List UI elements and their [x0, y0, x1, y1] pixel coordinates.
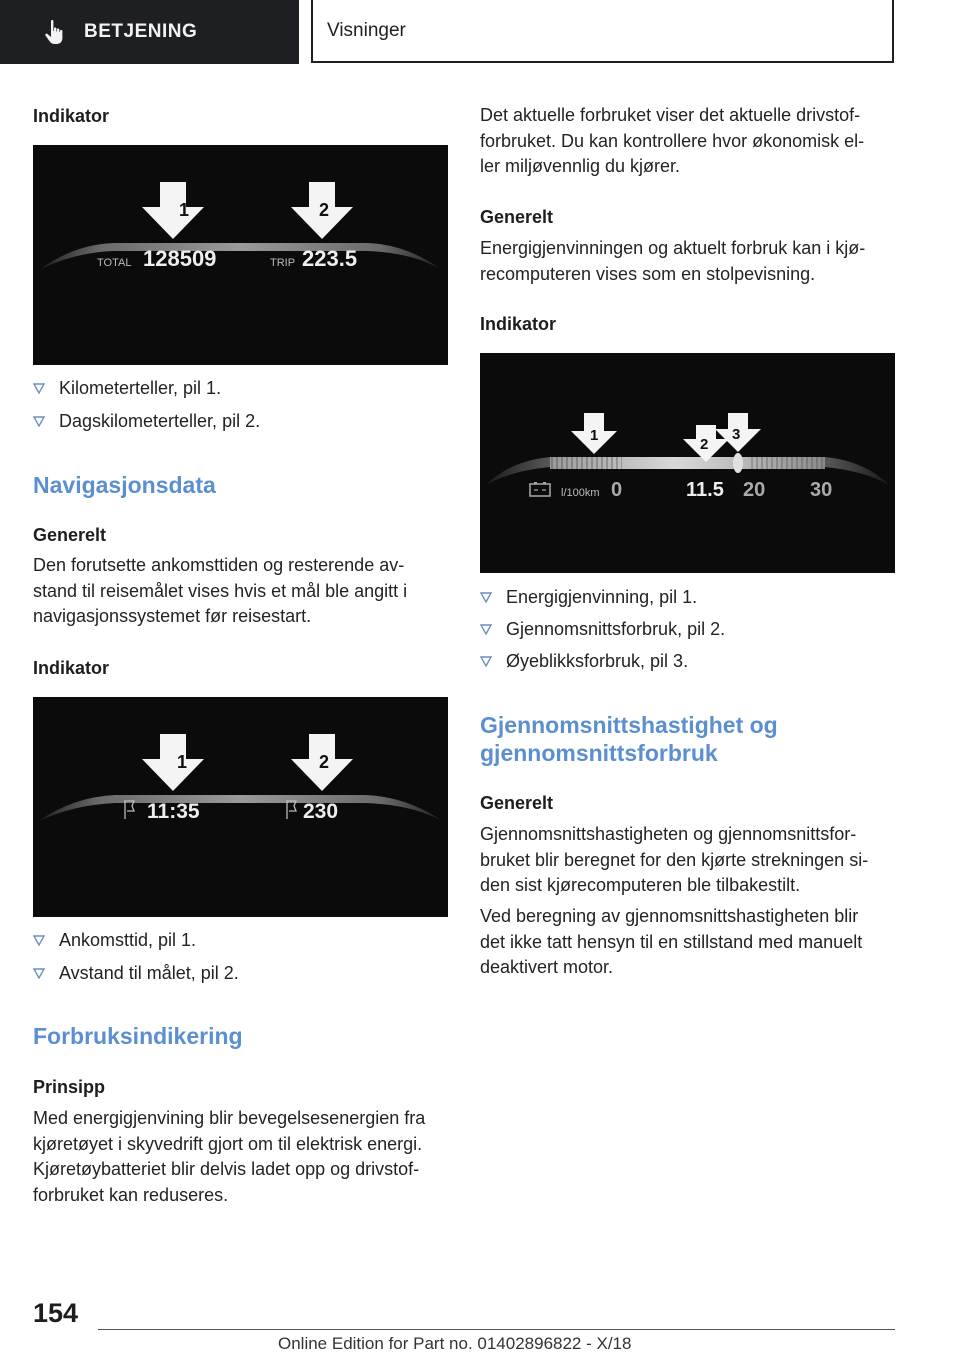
unit-label: l/100km — [561, 487, 600, 499]
list-item-text: Avstand til målet, pil 2. — [59, 963, 239, 983]
subsection-header — [311, 0, 894, 63]
bullet-triangle-icon — [33, 416, 45, 427]
footer-divider — [98, 1329, 895, 1330]
bullet-triangle-icon — [33, 383, 45, 394]
arrow-1-label: 1 — [179, 200, 190, 220]
subheading-generelt: Generelt — [33, 525, 107, 545]
paragraph-avg-1: Gjennomsnittshastigheten og gjennomsnittsfor- bruket blir beregnet for den kjørte strekningen si- den sist kjørecomputeren ble tilbakestilt. — [480, 824, 869, 895]
list-item — [480, 651, 688, 672]
list-item-text: Gjennomsnittsforbruk, pil 2. — [506, 619, 726, 639]
list-item-text: Kilometerteller, pil 1. — [59, 378, 222, 398]
section-tab[interactable] — [0, 0, 299, 64]
list-item — [480, 619, 725, 640]
scale-0: 0 — [611, 479, 623, 501]
arrow-1-icon — [142, 182, 204, 239]
list-item — [33, 930, 196, 951]
section-heading-gjennomsnitt: Gjennomsnittshastighet og gjennomsnittsforbruk — [480, 712, 778, 766]
paragraph-prinsipp: Med energigjenvining blir bevegelsesenergien fra kjøretøyet i skyvedrift gjort om til elektrisk energi. Kjøretøybatteriet blir delvis ladet opp og drivstof- forbruket kan reduseres. — [33, 1108, 426, 1205]
bullet-triangle-icon — [480, 592, 492, 603]
list-item-text: Dagskilometerteller, pil 2. — [59, 411, 261, 431]
scale-30: 30 — [810, 479, 833, 501]
subheading-prinsipp: Prinsipp — [33, 1077, 106, 1097]
arrow-1-icon — [142, 734, 204, 791]
arrow-2-label: 2 — [319, 752, 330, 772]
paragraph-avg-2: Ved beregning av gjennomsnittshastigheten blir det ikke tatt hensyn til en stillstand med manuelt deaktivert motor. — [480, 906, 863, 977]
list-item-text: Øyeblikksforbruk, pil 3. — [506, 651, 689, 671]
bullet-triangle-icon — [33, 968, 45, 979]
trip-label: TRIP — [270, 257, 296, 269]
indikator-heading-2: Indikator — [33, 658, 110, 678]
page-number: 154 — [33, 1298, 79, 1328]
current-indicator — [733, 453, 743, 473]
arrival-time-value: 11:35 — [147, 800, 200, 823]
scale-20: 20 — [743, 479, 766, 501]
flag-icon — [286, 801, 296, 819]
distance-value: 230 — [303, 800, 339, 823]
subheading-generelt-avg: Generelt — [480, 793, 554, 813]
section-tab-label: BETJENING — [84, 21, 198, 42]
indikator-heading-3: Indikator — [480, 314, 557, 334]
arrow-2-label: 2 — [700, 436, 709, 453]
indikator-heading-1: Indikator — [33, 106, 110, 126]
battery-icon — [530, 482, 550, 496]
current-consumption: 11.5 — [686, 479, 724, 501]
total-value: 128509 — [143, 246, 217, 271]
list-item-text: Ankomsttid, pil 1. — [59, 930, 197, 950]
figure-consumption — [480, 353, 895, 573]
paragraph-nav: Den forutsette ankomsttiden og resterende av- stand til reisemålet vises hvis et mål ble angitt i navigasjonssystemet før reisestart. — [33, 555, 408, 626]
section-heading-navigasjonsdata: Navigasjonsdata — [33, 472, 216, 498]
arrow-2-label: 2 — [319, 200, 330, 220]
hand-touch-icon — [40, 17, 70, 47]
arrow-3-label: 3 — [732, 426, 741, 443]
list-item — [480, 587, 697, 608]
list-item — [33, 378, 221, 399]
trip-value: 223.5 — [302, 246, 358, 271]
bullet-triangle-icon — [33, 935, 45, 946]
flag-icon — [124, 801, 134, 819]
list-item — [33, 411, 260, 432]
figure-navigation — [33, 697, 448, 917]
bullet-triangle-icon — [480, 656, 492, 667]
subsection-title: Visninger — [327, 19, 406, 41]
list-item — [33, 963, 239, 984]
total-label: TOTAL — [97, 257, 132, 269]
bullet-triangle-icon — [480, 624, 492, 635]
arrow-1-label: 1 — [590, 427, 599, 444]
footer-edition: Online Edition for Part no. 01402896822 - X/18 — [278, 1334, 632, 1353]
subheading-generelt-right: Generelt — [480, 207, 554, 227]
list-item-text: Energigjenvinning, pil 1. — [506, 587, 698, 607]
paragraph-generelt: Energigjenvinningen og aktuelt forbruk kan i kjø- recomputeren vises som en stolpevisning. — [480, 238, 866, 284]
section-heading-forbruksindikering: Forbruksindikering — [33, 1023, 243, 1049]
figure-odometer — [33, 145, 448, 365]
paragraph-intro: Det aktuelle forbruket viser det aktuelle drivstof- forbruket. Du kan kontrollere hvor økonomisk el- ler miljøvennlig du kjører. — [480, 105, 865, 176]
arrow-1-label: 1 — [177, 752, 188, 772]
